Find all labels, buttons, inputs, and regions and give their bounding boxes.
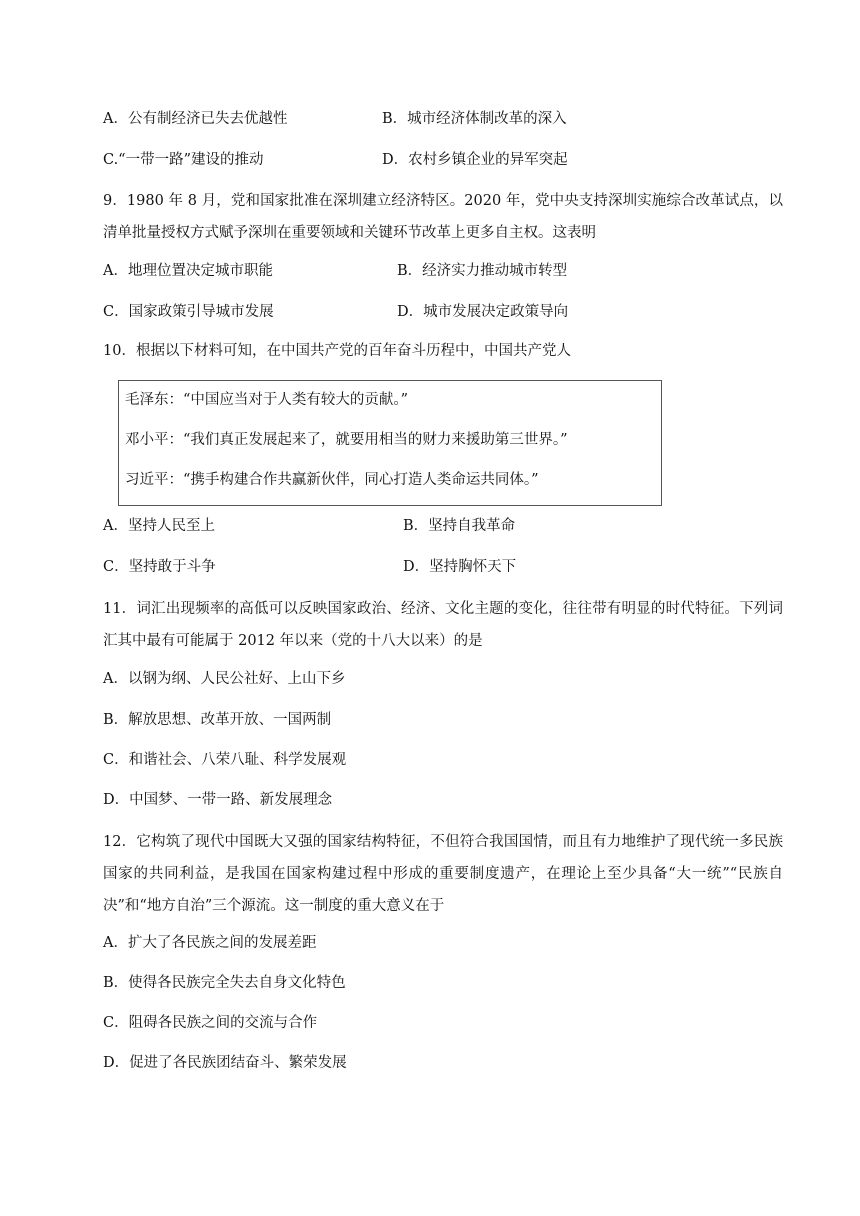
q8-option-d: D．农村乡镇企业的异军突起 bbox=[382, 152, 568, 168]
q10-quote-xi: 习近平：“携手构建合作共赢新伙伴，同心打造人类命运共同体。” bbox=[125, 472, 539, 488]
q11-option-c: C．和谐社会、八荣八耻、科学发展观 bbox=[103, 752, 347, 768]
q10-material-box bbox=[118, 380, 662, 506]
q12-option-c: C．阻碍各民族之间的交流与合作 bbox=[103, 1015, 318, 1031]
q11-option-a: A．以钢为纲、人民公社好、上山下乡 bbox=[103, 671, 346, 687]
q8-option-c: C.“一带一路”建设的推动 bbox=[103, 152, 264, 168]
q8-option-a: A．公有制经济已失去优越性 bbox=[103, 111, 288, 127]
q9-option-a: A．地理位置决定城市职能 bbox=[103, 263, 273, 279]
q11-stem: 11．词汇出现频率的高低可以反映国家政治、经济、文化主题的变化，往往带有明显的时代特征。下列词汇其中最有可能属于 2012 年以来（党的十八大以来）的是 bbox=[103, 601, 783, 649]
q9-option-b: B．经济实力推动城市转型 bbox=[397, 263, 568, 279]
q12-stem: 12．它构筑了现代中国既大又强的国家结构特征，不但符合我国国情，而且有力地维护了现代统一多民族国家的共同利益，是我国在国家构建过程中形成的重要制度遗产，在理论上至少具备“大一统”“民族自决”和“地方自治”三个源流。这一制度的重大意义在于 bbox=[103, 834, 783, 914]
q10-quote-deng: 邓小平：“我们真正发展起来了，就要用相当的财力来援助第三世界。” bbox=[125, 432, 568, 448]
q10-option-b: B．坚持自我革命 bbox=[403, 518, 516, 534]
q11-option-d: D．中国梦、一带一路、新发展理念 bbox=[103, 792, 333, 808]
q8-option-b: B．城市经济体制改革的深入 bbox=[382, 111, 567, 127]
q10-option-c: C．坚持敢于斗争 bbox=[103, 559, 216, 575]
q10-quote-mao: 毛泽东：“中国应当对于人类有较大的贡献。” bbox=[125, 392, 409, 408]
q10-stem: 10．根据以下材料可知，在中国共产党的百年奋斗历程中，中国共产党人 bbox=[103, 343, 571, 359]
q10-option-a: A．坚持人民至上 bbox=[103, 518, 215, 534]
q9-option-d: D．城市发展决定政策导向 bbox=[397, 304, 569, 320]
q9-stem: 9．1980 年 8 月，党和国家批准在深圳建立经济特区。2020 年，党中央支持深圳实施综合改革试点，以清单批量授权方式赋予深圳在重要领域和关键环节改革上更多自主权。这表明 bbox=[103, 193, 783, 241]
q12-option-b: B．使得各民族完全失去自身文化特色 bbox=[103, 975, 346, 991]
q11-option-b: B．解放思想、改革开放、一国两制 bbox=[103, 712, 332, 728]
q10-option-d: D．坚持胸怀天下 bbox=[403, 559, 517, 575]
q12-option-d: D．促进了各民族团结奋斗、繁荣发展 bbox=[103, 1055, 347, 1071]
q12-option-a: A．扩大了各民族之间的发展差距 bbox=[103, 935, 317, 951]
q9-option-c: C．国家政策引导城市发展 bbox=[103, 304, 274, 320]
